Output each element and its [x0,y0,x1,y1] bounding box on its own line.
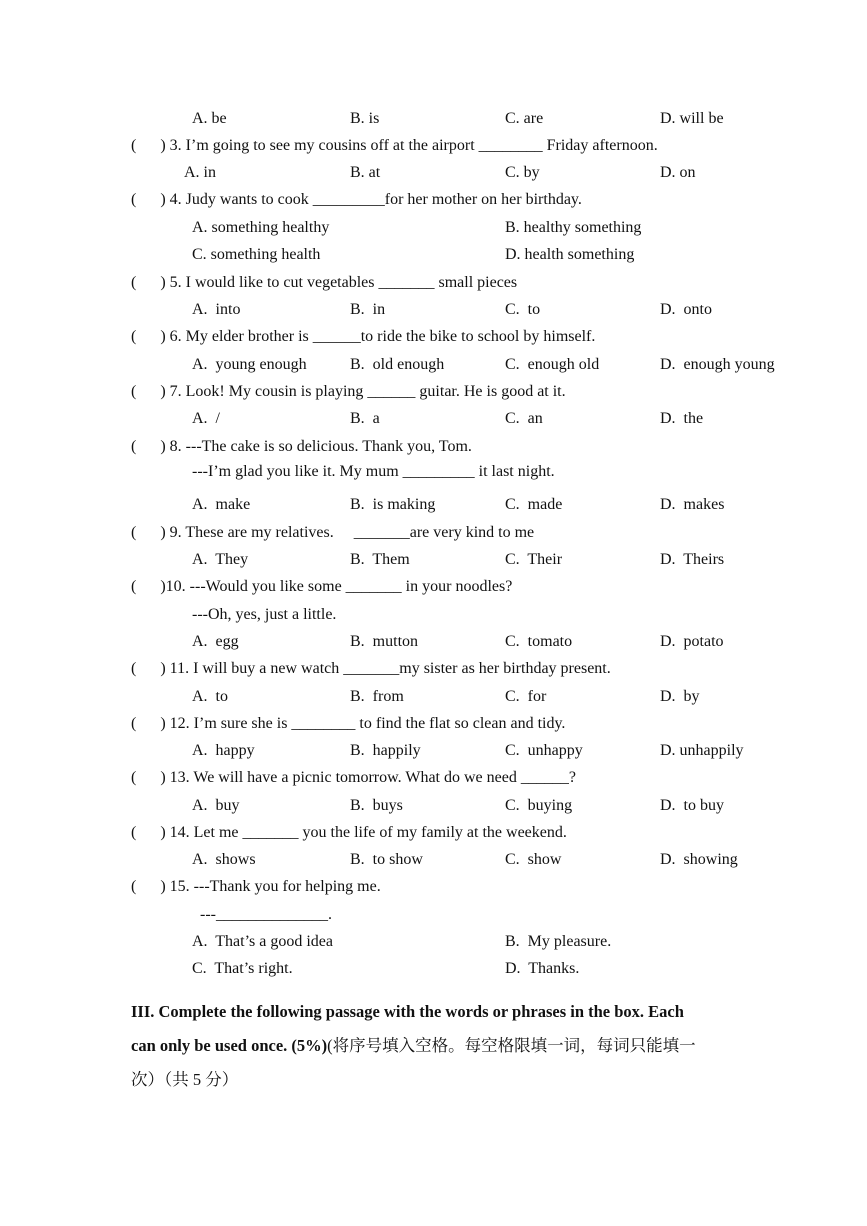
answer-option: A. That’s a good idea [192,933,334,950]
answer-option: C. something health [192,246,321,263]
question-text: ( ) 14. Let me _______ you the life of my family at the weekend. [131,824,567,841]
question-text: ---______________. [200,906,332,923]
answer-option: B. healthy something [505,219,642,236]
answer-option: C. unhappy [505,742,583,759]
section-3-heading-bold: can only be used once. (5%) [131,1036,328,1055]
answer-option: B. a [350,410,380,427]
answer-option: A. make [192,496,251,513]
answer-option: A. They [192,551,249,568]
answer-option: B. from [350,688,404,705]
answer-option: D. potato [660,633,724,650]
answer-option: B. happily [350,742,421,759]
answer-option: B. is making [350,496,436,513]
answer-option: C. buying [505,797,573,814]
section-3-heading-line3: 次）（共 5 分） [131,1070,239,1089]
answer-option: C. for [505,688,547,705]
question-text: ( ) 8. ---The cake is so delicious. Thank you, Tom. [131,438,472,455]
answer-option: A. young enough [192,356,307,373]
answer-option: A. to [192,688,228,705]
question-text: ( ) 7. Look! My cousin is playing ______ guitar. He is good at it. [131,383,566,400]
answer-option: A. buy [192,797,240,814]
answer-option: D. will be [660,110,724,127]
answer-option: D. to buy [660,797,724,814]
answer-option: B. buys [350,797,403,814]
answer-option: B. to show [350,851,423,868]
answer-option: D. Theirs [660,551,725,568]
answer-option: B. old enough [350,356,445,373]
answer-option: A. / [192,410,220,427]
answer-option: C. made [505,496,563,513]
answer-option: C. an [505,410,543,427]
question-text: ( ) 5. I would like to cut vegetables _______ small pieces [131,274,518,291]
answer-option: B. My pleasure. [505,933,612,950]
answer-option: D. unhappily [660,742,744,759]
answer-option: B. Them [350,551,410,568]
question-text: ( ) 11. I will buy a new watch _______my sister as her birthday present. [131,660,611,677]
answer-option: A. into [192,301,241,318]
section-3-heading-line1: III. Complete the following passage with the words or phrases in the box. Each [131,1002,684,1021]
answer-option: D. onto [660,301,712,318]
question-text: ( ) 6. My elder brother is ______to ride the bike to school by himself. [131,328,596,345]
answer-option: B. is [350,110,380,127]
answer-option: A. egg [192,633,239,650]
section-3-heading-instruction: (将序号填入空格。每空格限填一词，每词只能填一 [327,1036,696,1055]
answer-option: D. health something [505,246,635,263]
answer-option: D. makes [660,496,725,513]
question-text: ( ) 9. These are my relatives. _______are very kind to me [131,524,535,541]
answer-option: B. mutton [350,633,419,650]
answer-option: A. happy [192,742,255,759]
answer-option: D. showing [660,851,738,868]
answer-option: B. in [350,301,386,318]
answer-option: D. Thanks. [505,960,580,977]
answer-option: A. in [184,164,216,181]
answer-option: C. Their [505,551,563,568]
answer-option: C. are [505,110,544,127]
question-text: ( ) 3. I’m going to see my cousins off at the airport ________ Friday afternoon. [131,137,658,154]
answer-option: D. the [660,410,704,427]
answer-option: A. shows [192,851,256,868]
answer-option: C. show [505,851,562,868]
answer-option: B. at [350,164,381,181]
question-text: ---Oh, yes, just a little. [192,606,337,623]
section-3-heading-line2 [131,1035,696,1057]
answer-option: C. enough old [505,356,600,373]
answer-option: D. enough young [660,356,775,373]
question-text: ( ) 4. Judy wants to cook _________for her mother on her birthday. [131,191,582,208]
answer-option: A. be [192,110,227,127]
question-text: ( ) 15. ---Thank you for helping me. [131,878,381,895]
question-text: ---I’m glad you like it. My mum _________ it last night. [192,463,555,480]
question-text: ( ) 13. We will have a picnic tomorrow. What do we need ______? [131,769,576,786]
answer-option: C. by [505,164,540,181]
question-text: ( ) 12. I’m sure she is ________ to find the flat so clean and tidy. [131,715,566,732]
question-text: ( )10. ---Would you like some _______ in your noodles? [131,578,513,595]
answer-option: A. something healthy [192,219,330,236]
answer-option: D. on [660,164,696,181]
answer-option: C. That’s right. [192,960,293,977]
answer-option: C. to [505,301,541,318]
answer-option: C. tomato [505,633,573,650]
answer-option: D. by [660,688,700,705]
